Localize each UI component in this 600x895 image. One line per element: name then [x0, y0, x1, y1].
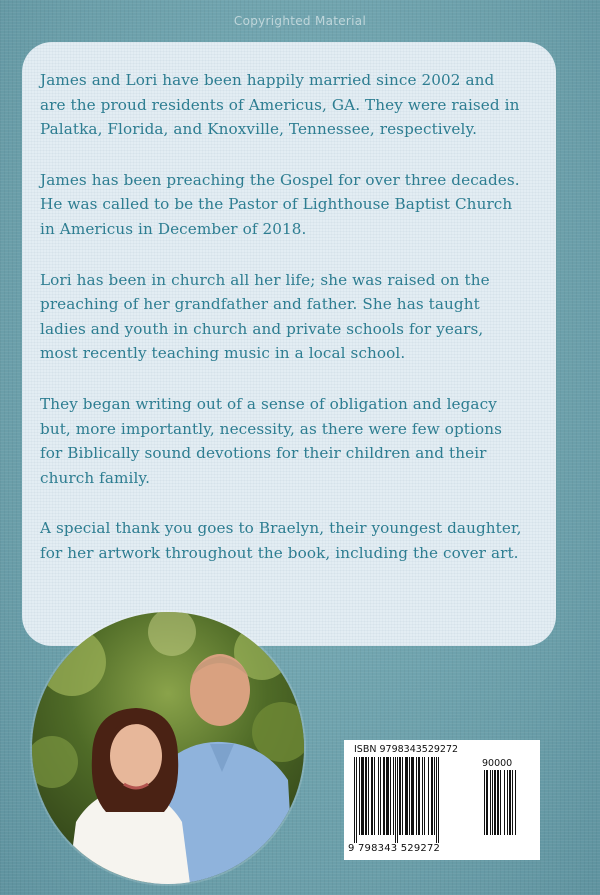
- bio-line: Lori has been in church all her life; she was raised on the: [40, 270, 490, 289]
- barcode-bars-supplement: [484, 770, 532, 843]
- isbn-label: ISBN 9798343529272: [354, 744, 459, 755]
- author-bio-panel: [22, 42, 556, 646]
- bio-line: church family.: [40, 468, 151, 487]
- bio-line: are the proud residents of Americus, GA. They were raised in: [40, 95, 520, 114]
- bio-line: most recently teaching music in a local school.: [40, 344, 406, 363]
- isbn-barcode: [344, 740, 540, 860]
- bio-line: in Americus in December of 2018.: [40, 219, 307, 238]
- bio-paragraph-3: [40, 268, 542, 366]
- bio-line: James has been preaching the Gospel for over three decades.: [40, 170, 520, 189]
- bio-paragraph-4: [40, 392, 542, 490]
- bio-line: preaching of her grandfather and father. She has taught: [40, 295, 480, 314]
- bio-line: ladies and youth in church and private schools for years,: [40, 319, 484, 338]
- bio-line: for Biblically sound devotions for their children and their: [40, 444, 487, 463]
- bio-paragraph-2: [40, 168, 542, 242]
- author-photo-illustration: [32, 612, 304, 884]
- bio-line: Palatka, Florida, and Knoxville, Tennessee, respectively.: [40, 120, 478, 139]
- barcode-price-code: 90000: [482, 758, 513, 769]
- copyright-watermark: Copyrighted Material: [233, 14, 367, 28]
- bio-paragraph-1: [40, 68, 542, 142]
- bio-line: James and Lori have been happily married since 2002 and: [40, 71, 495, 89]
- author-photo: [32, 612, 304, 884]
- bio-line: He was called to be the Pastor of Lighthouse Baptist Church: [40, 195, 513, 214]
- barcode-digits: 9 798343 529272: [348, 843, 441, 854]
- barcode-bars-main: [354, 757, 476, 843]
- bio-line: for her artwork throughout the book, including the cover art.: [40, 543, 519, 562]
- bio-paragraph-5: [40, 516, 542, 565]
- bio-line: They began writing out of a sense of obligation and legacy: [40, 394, 497, 413]
- bio-line: but, more importantly, necessity, as there were few options: [40, 419, 502, 438]
- bio-line: A special thank you goes to Braelyn, their youngest daughter,: [40, 519, 522, 538]
